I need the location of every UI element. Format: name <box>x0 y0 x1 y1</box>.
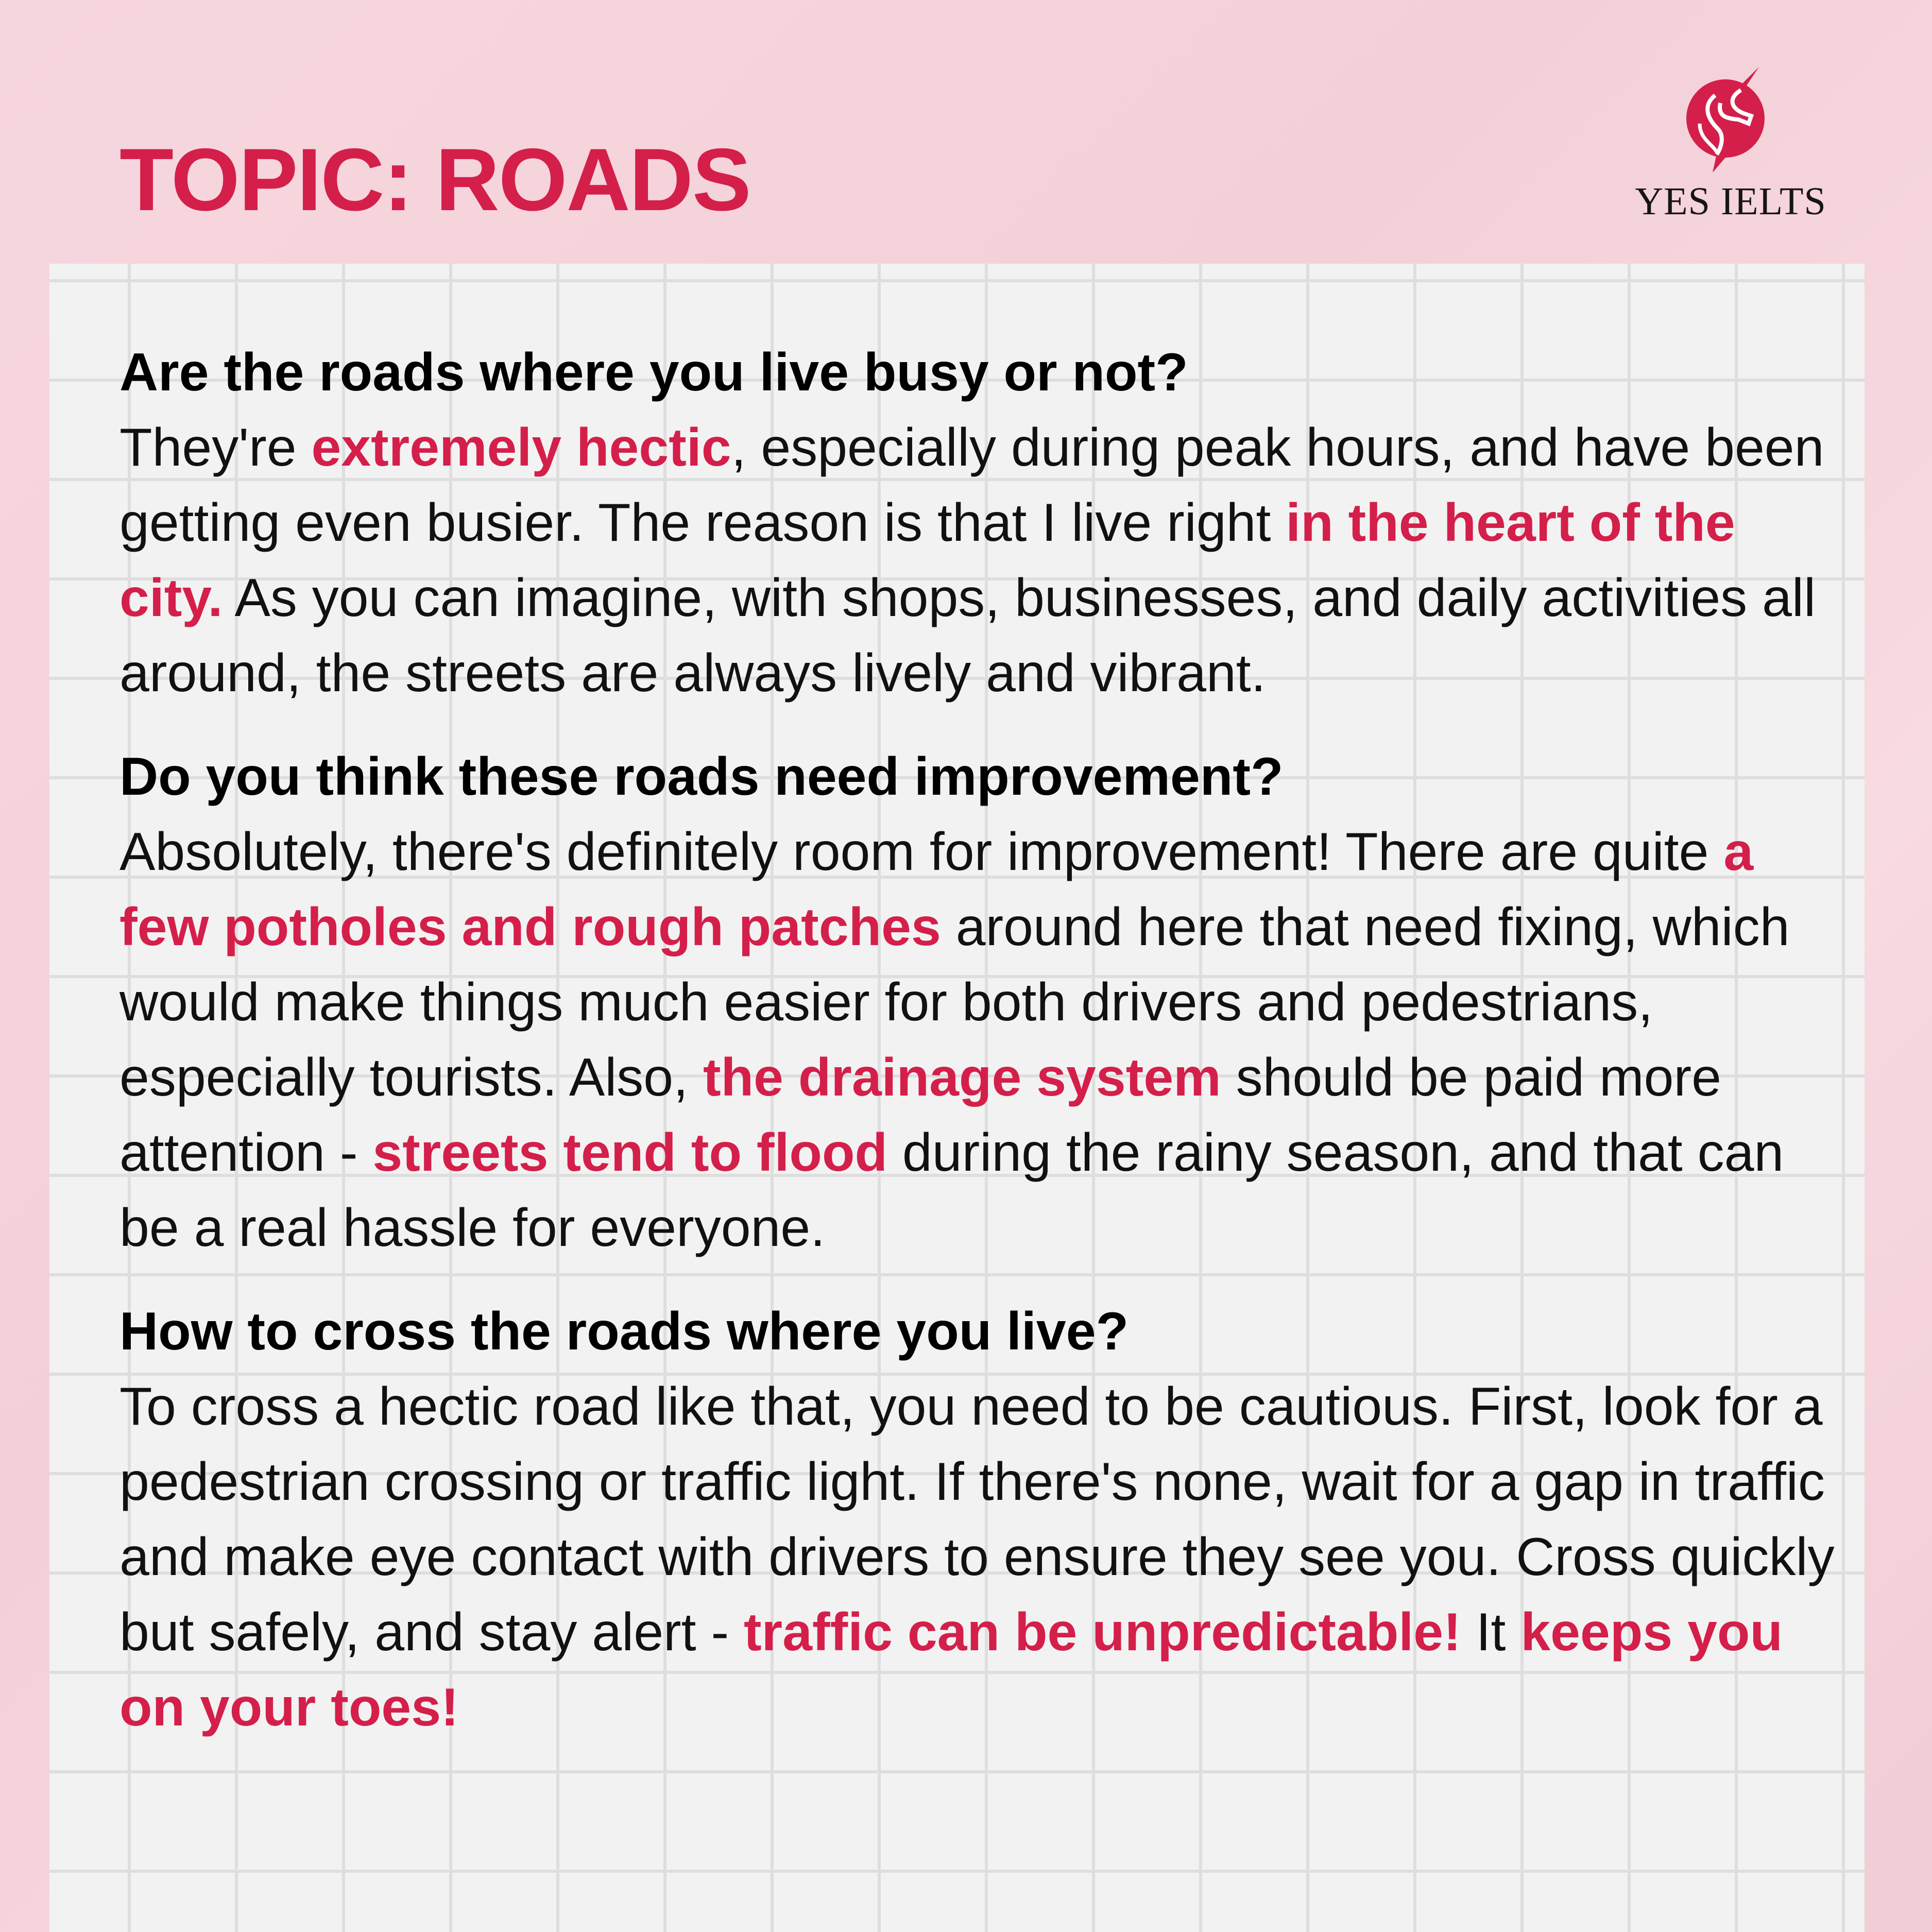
answer-text: Absolutely, there's definitely room for improvement! There are quite <box>119 822 1724 882</box>
answer-text: It <box>1461 1602 1521 1662</box>
answer <box>119 1369 1845 1745</box>
question: Are the roads where you live busy or not? <box>119 343 1188 402</box>
horse-head-logo-icon <box>1682 67 1780 175</box>
question: Do you think these roads need improvement? <box>119 747 1284 807</box>
question: How to cross the roads where you live? <box>119 1302 1129 1361</box>
logo-text: YES IELTS <box>1635 180 1826 223</box>
answer-text: during the rainy season, and that can be a real hassle for everyone. <box>119 1123 1784 1258</box>
qa-content <box>119 335 1845 1773</box>
answer-text: around here that need fixing, which would make things much easier for both drivers and pedestrians, especially tourists. Also, <box>119 897 1790 1107</box>
highlighted-phrase: a few potholes and rough patches <box>119 822 1754 957</box>
highlighted-phrase: traffic can be unpredictable! <box>744 1602 1461 1662</box>
yes-ielts-logo <box>1628 67 1834 224</box>
highlighted-phrase: the drainage system <box>703 1048 1221 1107</box>
answer-text: As you can imagine, with shops, businesses, and daily activities all around, the streets are always lively and vibrant. <box>119 568 1816 703</box>
page-title: TOPIC: ROADS <box>119 130 750 229</box>
answer-text: , especially during peak hours, and have been getting even busier. The reason is that I live right <box>119 418 1824 553</box>
highlighted-phrase: extremely hectic <box>311 418 731 477</box>
highlighted-phrase: in the heart of the city. <box>119 493 1735 628</box>
highlighted-phrase: streets tend to flood <box>372 1123 887 1183</box>
answer <box>119 410 1845 711</box>
answer-text: To cross a hectic road like that, you need to be cautious. First, look for a pedestrian crossing or traffic light. If there's none, wait for a gap in traffic and make eye contact with drivers to ensure they see you. Cross quickly but safely, and stay alert - <box>119 1377 1835 1662</box>
highlighted-phrase: keeps you on your toes! <box>119 1602 1783 1737</box>
answer <box>119 814 1845 1266</box>
answer-text: should be paid more attention - <box>119 1048 1721 1183</box>
answer-text: They're <box>119 418 312 477</box>
